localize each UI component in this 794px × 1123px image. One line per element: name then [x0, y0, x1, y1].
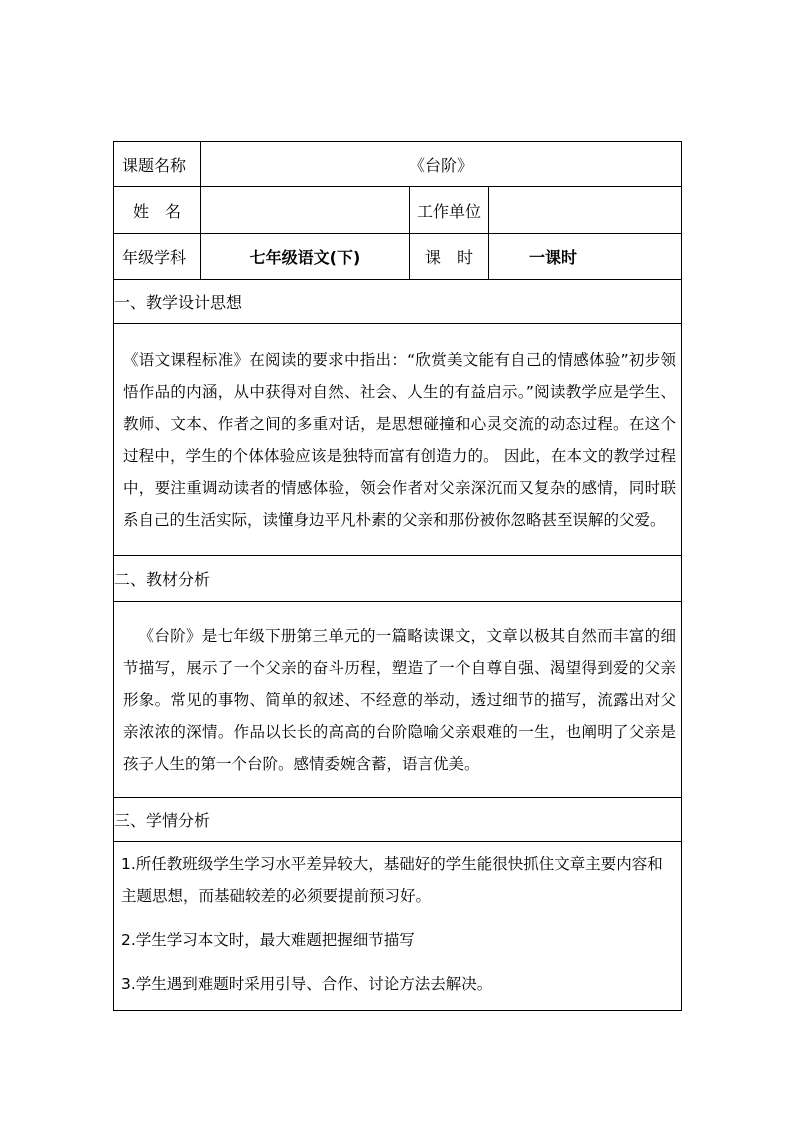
students-list-item: 2.学生学习本文时，最大难题把握细节描写: [121, 931, 415, 949]
lesson-plan-table: [113, 141, 682, 1011]
period-value-cell: [489, 234, 682, 280]
students-heading: 三、学情分析: [114, 798, 682, 842]
period-value: 一课时: [529, 248, 578, 267]
grade-label: 年级学科: [122, 248, 187, 267]
grade-label-cell: [114, 234, 201, 280]
grade-value: 七年级语文(下): [201, 234, 410, 280]
name-row: [114, 187, 682, 234]
students-list: [114, 842, 681, 1010]
design-heading-row: [114, 280, 682, 324]
students-list-item: 1.所任教班级学生学习水平差异较大，基础好的学生能很快抓住文章主要内容和主题思想，而基础较差的必须要提前预习好。: [121, 855, 663, 905]
workplace-value: [489, 187, 682, 234]
grade-row: [114, 234, 682, 280]
students-list-item: 3.学生遇到难题时采用引导、合作、讨论方法去解决。: [121, 975, 493, 993]
material-body-cell: [114, 602, 682, 798]
name-label: 姓 名: [114, 187, 201, 234]
topic-value: 《台阶》: [201, 142, 682, 187]
workplace-label: 工作单位: [410, 187, 489, 234]
material-body-row: [114, 602, 682, 798]
topic-row: [114, 142, 682, 187]
students-heading-row: [114, 798, 682, 842]
material-heading: 二、教材分析: [114, 556, 682, 602]
students-body-cell: [114, 842, 682, 1011]
name-value: [201, 187, 410, 234]
topic-label-cell: [114, 142, 201, 187]
topic-label: 课题名称: [122, 155, 187, 175]
design-heading: 一、教学设计思想: [114, 280, 682, 324]
design-paragraph: 《语文课程标准》在阅读的要求中指出：“欣赏美文能有自己的情感体验”初步领悟作品的内涵，从中获得对自然、社会、人生的有益启示。”阅读教学应是学生、教师、文本、作者之间的多重对话，是思想碰撞和心灵交流的动态过程。在这个过程中，学生的个体体验应该是独特而富有创造力的。 因此，在本文的教学过程中，要注重调动读者的情感体验，领会作者对父亲深沉而又复杂的感情，同时联系自己的生活实际，读懂身边平凡朴素的父亲和那份被你忽略甚至误解的父爱。: [123, 350, 676, 529]
material-heading-row: [114, 556, 682, 602]
period-label: 课 时: [410, 234, 489, 280]
students-body-row: [114, 842, 682, 1011]
design-body-cell: [114, 324, 682, 556]
material-paragraph: 《台阶》是七年级下册第三单元的一篇略读课文，文章以极其自然而丰富的细节描写，展示了一个父亲的奋斗历程，塑造了一个自尊自强、渴望得到爱的父亲形象。常见的事物、简单的叙述、不经意的举动，透过细节的描写，流露出对父亲浓浓的深情。作品以长长的高高的台阶隐喻父亲艰难的一生，也阐明了父亲是孩子人生的第一个台阶。感情委婉含蓄，语言优美。: [123, 626, 676, 773]
design-body-row: [114, 324, 682, 556]
